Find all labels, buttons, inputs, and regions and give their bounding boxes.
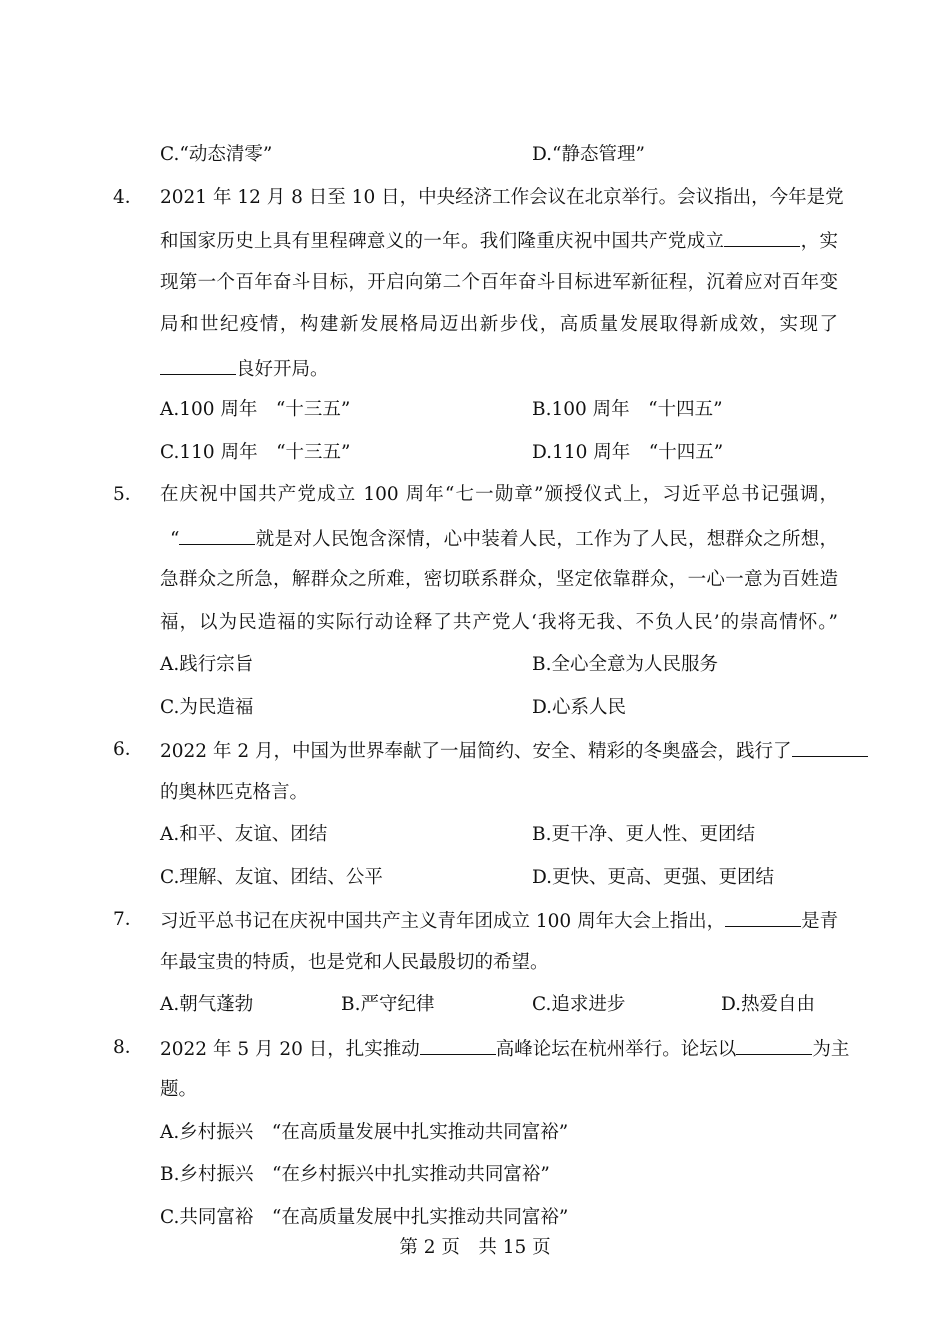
q4-line-2 — [160, 228, 838, 254]
q6-option-c: C.理解、友谊、团结、公平 — [160, 867, 383, 888]
q8-option-c: C.共同富裕 “在高质量发展中扎实推动共同富裕” — [160, 1207, 569, 1228]
q4-line-1: 2021 年 12 月 8 日至 10 日，中央经济工作会议在北京举行。会议指出，今年是党 — [160, 187, 844, 208]
q8-option-b: B.乡村振兴 “在乡村振兴中扎实推动共同富裕” — [160, 1164, 550, 1185]
q5-number: 5． — [113, 484, 144, 505]
q5-blank — [179, 526, 255, 545]
q7-line-1 — [160, 908, 838, 934]
q7-line-1-text: 习近平总书记在庆祝中国共产主义青年团成立 100 周年大会上指出， — [160, 911, 726, 932]
q6-option-a: A.和平、友谊、团结 — [160, 824, 328, 845]
q6-blank — [792, 738, 868, 757]
q8-blank-2 — [736, 1036, 812, 1055]
q5-line-3: 急群众之所急，解群众之所难，密切联系群众，坚定依靠群众，一心一意为百姓造 — [160, 569, 838, 590]
q4-option-c: C.110 周年 “十三五” — [160, 442, 351, 463]
page-number-footer: 第 2 页 共 15 页 — [399, 1237, 551, 1258]
q5-line-1: 在庆祝中国共产党成立 100 周年“七一勋章”颁授仪式上，习近平总书记强调， — [160, 484, 838, 505]
q7-line-2: 年最宝贵的特质，也是党和人民最殷切的希望。 — [160, 952, 549, 973]
q4-option-b: B.100 周年 “十四五” — [532, 399, 723, 420]
q5-option-b: B.全心全意为人民服务 — [532, 654, 718, 675]
q5-line-2 — [170, 526, 838, 552]
q4-line-3: 现第一个百年奋斗目标，开启向第二个百年奋斗目标进军新征程，沉着应对百年变 — [160, 272, 838, 293]
q3-option-d: D.“静态管理” — [532, 144, 645, 165]
q4-line-5-text: 良好开局。 — [236, 359, 329, 380]
q6-number: 6． — [113, 739, 144, 760]
q7-option-c: C.追求进步 — [532, 994, 626, 1015]
q4-blank-2 — [160, 356, 236, 375]
q6-line-2: 的奥林匹克格言。 — [160, 782, 309, 803]
q8-number: 8． — [113, 1037, 144, 1058]
q4-blank-1 — [724, 228, 800, 247]
q4-option-d: D.110 周年 “十四五” — [532, 442, 724, 463]
q6-option-b: B.更干净、更人性、更团结 — [532, 824, 755, 845]
q5-line-4: 福，以为民造福的实际行动诠释了共产党人‘我将无我、不负人民’的崇高情怀。” — [160, 612, 838, 633]
q5-option-a: A.践行宗旨 — [160, 654, 254, 675]
q5-option-d: D.心系人民 — [532, 697, 627, 718]
q4-number: 4． — [113, 187, 144, 208]
q8-line-1-c: 为主 — [812, 1039, 850, 1060]
q7-line-1-end: 是青 — [801, 911, 839, 932]
q4-line-5 — [160, 356, 329, 382]
q5-line-2-quote: “ — [170, 529, 180, 550]
q8-line-1-b: 高峰论坛在杭州举行。论坛以 — [495, 1039, 737, 1060]
q6-option-d: D.更快、更高、更强、更团结 — [532, 867, 775, 888]
q8-option-a: A.乡村振兴 “在高质量发展中扎实推动共同富裕” — [160, 1122, 569, 1143]
q8-blank-1 — [420, 1036, 496, 1055]
q8-line-2: 题。 — [160, 1079, 198, 1100]
q8-line-1-a: 2022 年 5 月 20 日，扎实推动 — [160, 1039, 420, 1060]
q7-blank — [725, 908, 801, 927]
q4-line-2-end: ，实 — [800, 231, 838, 252]
q4-line-2-text: 和国家历史上具有里程碑意义的一年。我们隆重庆祝中国共产党成立 — [160, 231, 725, 252]
q7-option-a: A.朝气蓬勃 — [160, 994, 254, 1015]
q7-option-b: B.严守纪律 — [341, 994, 435, 1015]
q6-line-1-text: 2022 年 2 月，中国为世界奉献了一届简约、安全、精彩的冬奥盛会，践行了 — [160, 741, 792, 762]
q4-option-a: A.100 周年 “十三五” — [160, 399, 351, 420]
q4-line-4: 局和世纪疫情，构建新发展格局迈出新步伐，高质量发展取得新成效，实现了 — [160, 314, 838, 335]
q5-line-2-text: 就是对人民饱含深情，心中装着人民，工作为了人民，想群众之所想， — [255, 529, 838, 550]
q7-number: 7． — [113, 909, 144, 930]
q6-line-1 — [160, 738, 838, 764]
q8-line-1 — [160, 1036, 850, 1062]
q3-option-c: C.“动态清零” — [160, 144, 273, 165]
q5-option-c: C.为民造福 — [160, 697, 254, 718]
q7-option-d: D.热爱自由 — [721, 994, 816, 1015]
